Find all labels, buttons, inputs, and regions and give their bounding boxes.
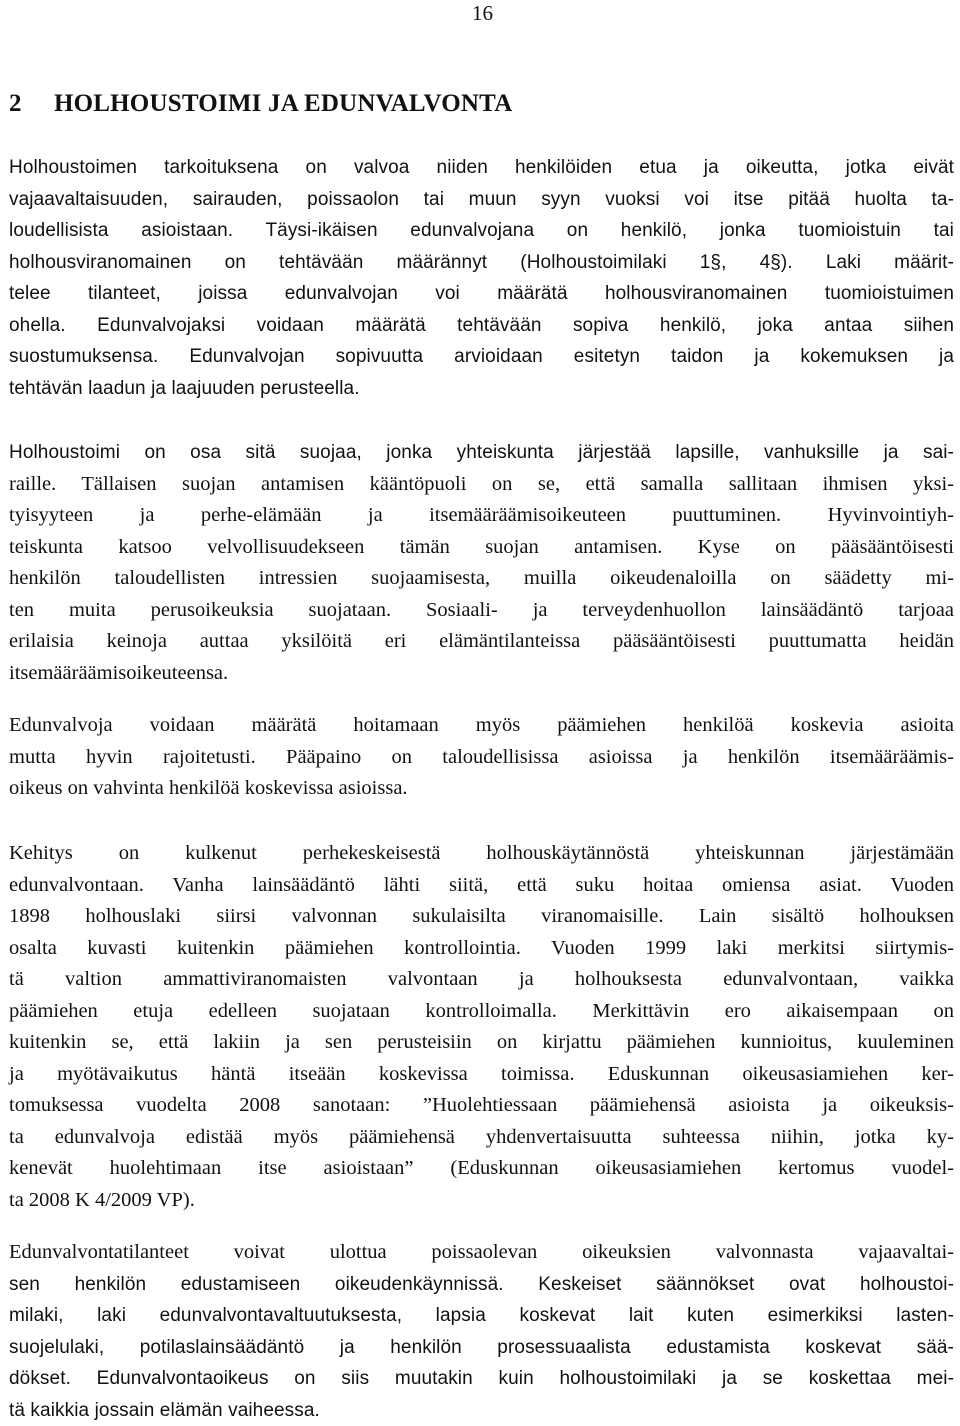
paragraph-3 [9,710,954,805]
section-title: HOLHOUSTOIMI JA EDUNVALVONTA [54,90,512,117]
text-line: osalta kuvasti kuitenkin päämiehen kontrollointia. Vuoden 1999 laki merkitsi siirtymis- [9,933,954,965]
text-line: milaki, laki edunvalvontavaltuutuksesta, lapsia koskevat lait kuten esimerkiksi lasten- [9,1300,954,1332]
text-line: Edunvalvoja voidaan määrätä hoitamaan myös päämiehen henkilöä koskevia asioita [9,710,954,742]
paragraph-4 [9,838,954,1216]
text-line: edunvalvontaan. Vanha lainsäädäntö lähti siitä, että suku hoitaa omiensa asiat. Vuoden [9,870,954,902]
text-line: tomuksessa vuodelta 2008 sanotaan: ”Huolehtiessaan päämiehensä asioista ja oikeuksis- [9,1090,954,1122]
text-line: raille. Tällaisen suojan antamisen kääntöpuoli on se, että samalla sallitaan ihmisen yksi- [9,469,954,501]
text-line: mutta hyvin rajoitetusti. Pääpaino on taloudellisissa asioissa ja henkilön itsemääräämis- [9,742,954,774]
text-line: oikeus on vahvinta henkilöä koskevissa asioissa. [9,773,954,805]
text-line: sen henkilön edustamiseen oikeudenkäynnissä. Keskeiset säännökset ovat holhoustoi- [9,1269,954,1301]
text-line: ten muita perusoikeuksia suojataan. Sosiaali- ja terveydenhuollon lainsäädäntö tarjoaa [9,595,954,627]
text-line: telee tilanteet, joissa edunvalvojan voi määrätä holhousviranomainen tuomioistuimen [9,278,954,310]
text-line: ohella. Edunvalvojaksi voidaan määrätä tehtävään sopiva henkilö, joka antaa siihen [9,310,954,342]
text-line: teiskunta katsoo velvollisuudekseen tämän suojan antamisen. Kyse on pääsääntöisesti [9,532,954,564]
paragraph-2 [9,437,954,689]
text-line: vajaavaltaisuuden, sairauden, poissaolon tai muun syyn vuoksi voi itse pitää huolta ta- [9,184,954,216]
text-line: tyisyyteen ja perhe-elämään ja itsemääräämisoikeuteen puuttuminen. Hyvinvointiyh- [9,500,954,532]
text-line: loudellisista asioistaan. Täysi-ikäisen edunvalvojana on henkilö, jonka tuomioistuin tai [9,215,954,247]
text-line: kenevät huolehtimaan itse asioistaan” (Eduskunnan oikeusasiamiehen kertomus vuodel- [9,1153,954,1185]
paragraph-1 [9,152,954,404]
text-line: Edunvalvontatilanteet voivat ulottua poissaolevan oikeuksien valvonnasta vajaavaltai- [9,1237,954,1269]
page-number: 16 [472,0,493,26]
text-line: itsemääräämisoikeuteensa. [9,658,954,690]
text-line: Holhoustoimi on osa sitä suojaa, jonka yhteiskunta järjestää lapsille, vanhuksille ja sai- [9,437,954,469]
text-line: päämiehen etuja edelleen suojataan kontrolloimalla. Merkittävin ero aikaisempaan on [9,996,954,1028]
text-line: suojelulaki, potilaslainsäädäntö ja henkilön prosessuaalista edustamista koskevat sää- [9,1332,954,1364]
section-heading [9,89,512,119]
section-number: 2 [9,89,54,119]
text-line: henkilön taloudellisten intressien suojaamisesta, muilla oikeudenaloilla on säädetty mi- [9,563,954,595]
text-line: suostumuksensa. Edunvalvojan sopivuutta arvioidaan esitetyn taidon ja kokemuksen ja [9,341,954,373]
text-line: tehtävän laadun ja laajuuden perusteella. [9,373,954,405]
text-line: dökset. Edunvalvontaoikeus on siis muutakin kuin holhoustoimilaki ja se koskettaa mei- [9,1363,954,1395]
text-line: Holhoustoimen tarkoituksena on valvoa niiden henkilöiden etua ja oikeutta, jotka eivät [9,152,954,184]
text-line: Kehitys on kulkenut perhekeskeisestä holhouskäytännöstä yhteiskunnan järjestämään [9,838,954,870]
text-line: tä valtion ammattiviranomaisten valvontaan ja holhouksesta edunvalvontaan, vaikka [9,964,954,996]
text-line: ta 2008 K 4/2009 VP). [9,1185,954,1217]
text-line: ja myötävaikutus häntä itseään koskevissa toimissa. Eduskunnan oikeusasiamiehen ker- [9,1059,954,1091]
text-line: holhousviranomainen on tehtävään määrännyt (Holhoustoimilaki 1§, 4§). Laki määrit- [9,247,954,279]
text-line: tä kaikkia jossain elämän vaiheessa. [9,1395,954,1426]
text-line: erilaisia keinoja auttaa yksilöitä eri elämäntilanteissa pääsääntöisesti puuttumatta heidän [9,626,954,658]
paragraph-5 [9,1237,954,1426]
text-line: kuitenkin se, että lakiin ja sen perusteisiin on kirjattu päämiehen kunnioitus, kuuleminen [9,1027,954,1059]
text-line: ta edunvalvoja edistää myös päämiehensä yhdenvertaisuutta suhteessa niihin, jotka ky- [9,1122,954,1154]
text-line: 1898 holhouslaki siirsi valvonnan sukulaisilta viranomaisille. Lain sisältö holhouksen [9,901,954,933]
